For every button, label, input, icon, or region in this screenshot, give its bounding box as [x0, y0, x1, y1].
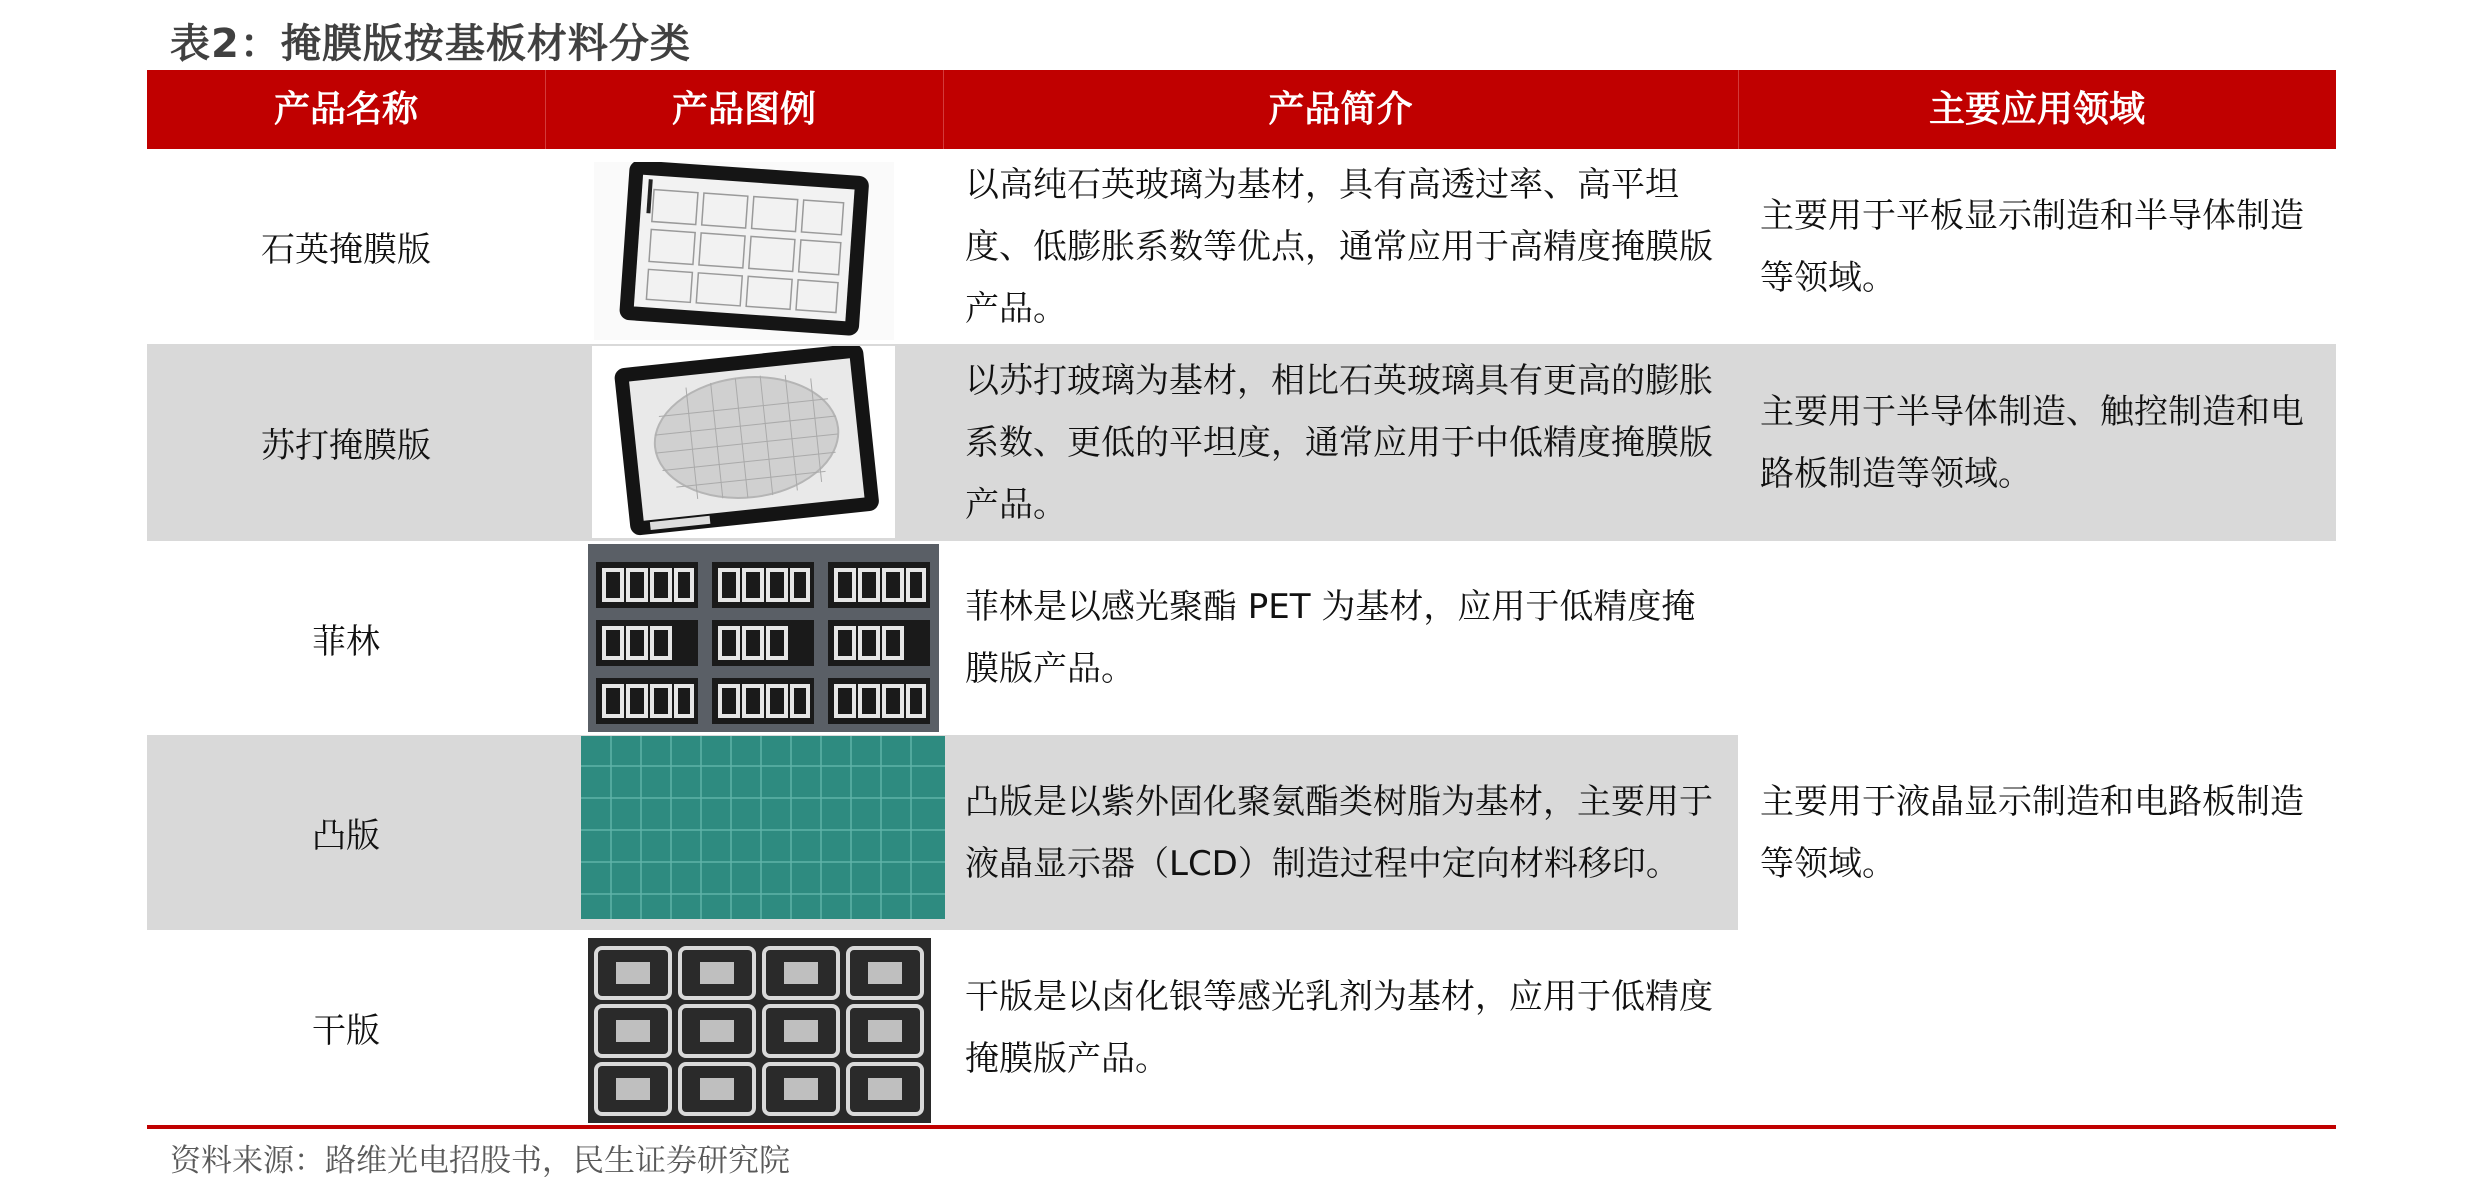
table-bottom-rule	[147, 1125, 2336, 1129]
film-image	[588, 544, 939, 732]
row-4-name: 凸版	[312, 816, 380, 856]
row-3-name: 菲林	[312, 621, 380, 662]
row-4-description: 凸版是以紫外固化聚氨酯类树脂为基材，主要用于液晶显示器（LCD）制造过程中定向材料移印。	[965, 781, 1713, 884]
row-2-application: 主要用于半导体制造、触控制造和电路板制造等领域。	[1760, 391, 2304, 494]
relief-plate-image	[581, 736, 945, 919]
source-note: 资料来源：路维光电招股书，民生证券研究院	[170, 1143, 790, 1179]
row-1-application: 主要用于平板显示制造和半导体制造等领域。	[1760, 195, 2304, 298]
dry-plate-image	[588, 938, 931, 1123]
row-2-description: 以苏打玻璃为基材，相比石英玻璃具有更高的膨胀系数、更低的平坦度，通常应用于中低精度掩膜版产品。	[965, 360, 1713, 525]
row-1-description: 以高纯石英玻璃为基材，具有高透过率、高平坦度、低膨胀系数等优点，通常应用于高精度掩膜版产品。	[965, 164, 1713, 329]
row-5-name: 干版	[312, 1011, 380, 1051]
row-1-name: 石英掩膜版	[261, 230, 431, 270]
row-3-description: 菲林是以感光聚酯 PET 为基材，应用于低精度掩膜版产品。	[965, 587, 1696, 689]
row-2-name: 苏打掩膜版	[261, 426, 431, 466]
rows-3-5-application: 主要用于液晶显示制造和电路板制造等领域。	[1760, 782, 2304, 884]
header-product-intro: 产品简介	[1268, 89, 1413, 130]
table-title: 表2：掩膜版按基板材料分类	[170, 21, 691, 67]
quartz-mask-image	[594, 162, 894, 340]
table-header	[147, 70, 2336, 149]
soda-mask-image	[592, 346, 895, 538]
header-application: 主要应用领域	[1928, 89, 2145, 130]
row-5-description: 干版是以卤化银等感光乳剂为基材，应用于低精度掩膜版产品。	[965, 976, 1713, 1079]
header-product-image: 产品图例	[671, 89, 816, 130]
header-product-name: 产品名称	[273, 89, 418, 130]
